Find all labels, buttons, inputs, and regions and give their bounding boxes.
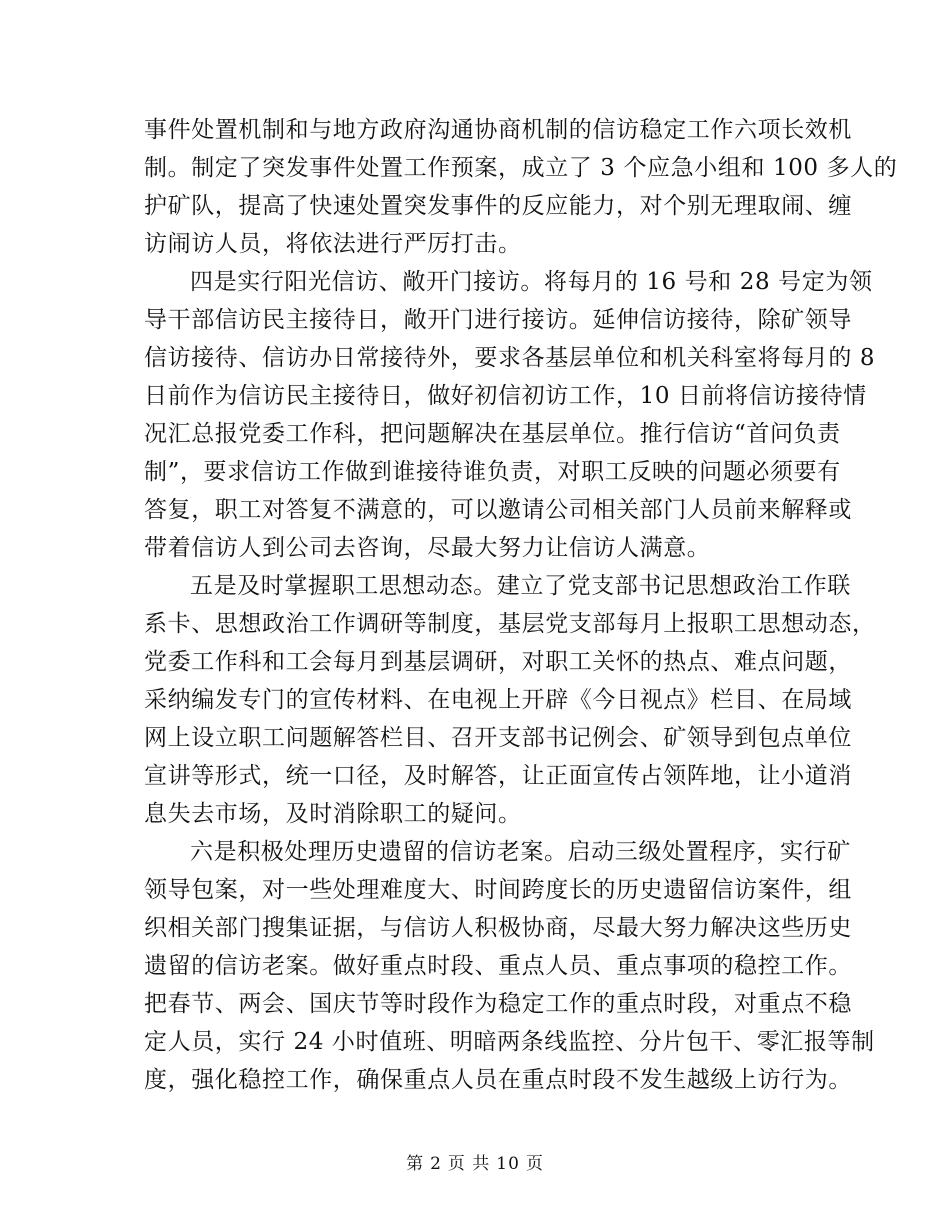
body-line: 带着信访人到公司去咨询，尽最大努力让信访人满意。	[144, 535, 711, 561]
body-line: 制”，要求信访工作做到谁接待谁负责，对职工反映的问题必须要有	[144, 459, 841, 485]
body-line: 定人员，实行 24 小时值班、明暗两条线监控、分片包干、零汇报等制	[144, 1029, 875, 1055]
body-line: 导干部信访民主接待日，敞开门进行接访。延伸信访接待，除矿领导	[144, 307, 852, 333]
body-line: 宣讲等形式，统一口径，及时解答，让正面宣传占领阵地，让小道消	[144, 763, 852, 789]
current-page-number: 2	[430, 1154, 442, 1174]
body-line: 系卡、思想政治工作调研等制度，基层党支部每月上报职工思想动态，	[144, 611, 876, 637]
paragraph-first-line: 五是及时掌握职工思想动态。建立了党支部书记思想政治工作联	[190, 573, 851, 599]
body-line: 领导包案，对一些处理难度大、时间跨度长的历史遗留信访案件，组	[144, 877, 852, 903]
body-line: 制。制定了突发事件处置工作预案，成立了 3 个应急小组和 100 多人的	[144, 155, 898, 181]
paragraph-first-line: 四是实行阳光信访、敞开门接访。将每月的 16 号和 28 号定为领	[190, 269, 873, 295]
paragraph-first-line: 六是积极处理历史遗留的信访老案。启动三级处置程序，实行矿	[190, 839, 851, 865]
body-line: 信访接待、信访办日常接待外，要求各基层单位和机关科室将每月的 8	[144, 345, 876, 371]
body-line: 访闹访人员，将依法进行严厉打击。	[144, 231, 522, 257]
body-line: 息失去市场，及时消除职工的疑问。	[144, 801, 522, 827]
body-line: 答复，职工对答复不满意的，可以邀请公司相关部门人员前来解释或	[144, 497, 852, 523]
body-line: 党委工作科和工会每月到基层调研，对职工关怀的热点、难点问题，	[144, 649, 852, 675]
page-footer	[0, 1152, 950, 1176]
body-line: 日前作为信访民主接待日，做好初信初访工作，10 日前将信访接待情	[144, 383, 867, 409]
footer-prefix: 第	[406, 1154, 425, 1174]
body-line: 网上设立职工问题解答栏目、召开支部书记例会、矿领导到包点单位	[144, 725, 852, 751]
body-line: 况汇总报党委工作科，把问题解决在基层单位。推行信访“首问负责	[144, 421, 841, 447]
body-line: 护矿队，提高了快速处置突发事件的反应能力，对个别无理取闹、缠	[144, 193, 852, 219]
footer-middle: 页 共	[447, 1154, 491, 1174]
footer-suffix: 页	[525, 1154, 544, 1174]
body-line: 织相关部门搜集证据，与信访人积极协商，尽最大努力解决这些历史	[144, 915, 852, 941]
body-line: 采纳编发专门的宣传材料、在电视上开辟《今日视点》栏目、在局域	[144, 687, 852, 713]
body-line: 遗留的信访老案。做好重点时段、重点人员、重点事项的稳控工作。	[144, 953, 852, 979]
total-page-count: 10	[496, 1154, 520, 1174]
body-line: 事件处置机制和与地方政府沟通协商机制的信访稳定工作六项长效机	[144, 117, 852, 143]
body-line: 度，强化稳控工作，确保重点人员在重点时段不发生越级上访行为。	[144, 1067, 852, 1093]
body-line: 把春节、两会、国庆节等时段作为稳定工作的重点时段，对重点不稳	[144, 991, 852, 1017]
